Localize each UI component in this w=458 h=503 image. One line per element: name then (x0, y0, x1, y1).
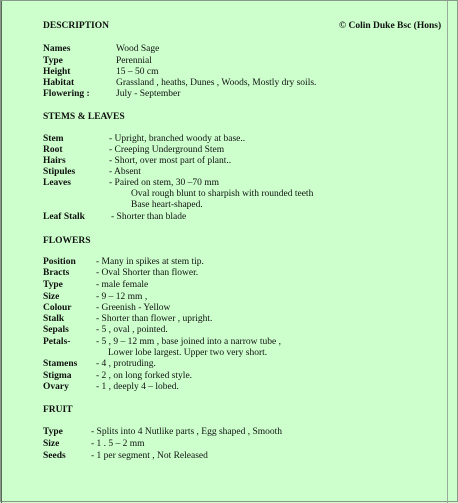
summary-value: Perennial (116, 56, 152, 66)
row-label: Seeds (43, 451, 66, 461)
row-label: Colour (43, 303, 72, 313)
row-value: - 1 , deeply 4 – lobed. (96, 382, 179, 392)
row-label: Hairs (43, 156, 66, 166)
summary-label: Habitat (43, 78, 75, 88)
row-value: - 5 , oval , pointed. (96, 325, 168, 335)
row-label: Position (43, 257, 76, 267)
row-value: - Shorter than flower , upright. (96, 314, 213, 324)
row-label: Stem (43, 134, 64, 144)
row-label: Stipules (43, 167, 76, 177)
row-label: Stigma (43, 371, 72, 381)
row-label: Stalk (43, 314, 65, 324)
flowers-heading: FLOWERS (43, 236, 91, 246)
row-value-continued: Oval rough blunt to sharpish with rounded teeth (131, 189, 314, 199)
row-value: - Creeping Underground Stem (109, 145, 225, 155)
summary-label: Height (43, 67, 71, 77)
row-value: - Oval Shorter than flower. (96, 268, 199, 278)
row-label: Sepals (43, 325, 69, 335)
row-value: - Greenish - Yellow (96, 303, 171, 313)
row-label: Leaves (43, 178, 71, 188)
row-value: - Shorter than blade (111, 212, 187, 222)
row-label: Ovary (43, 382, 69, 392)
summary-value: Wood Sage (116, 44, 160, 54)
row-value-continued: Base heart-shaped. (131, 200, 203, 210)
row-value: - Many in spikes at stem tip. (96, 257, 204, 267)
row-value: - Absent (109, 167, 141, 177)
row-value: - 1 per segment , Not Released (91, 451, 208, 461)
row-label: Size (43, 292, 60, 302)
row-value: - 2 , on long forked style. (96, 371, 193, 381)
summary-value: Grassland , heaths, Dunes , Woods, Mostly dry soils. (116, 78, 317, 88)
row-label: Type (43, 427, 63, 437)
row-label: Bracts (43, 268, 70, 278)
summary-label: Type (43, 56, 63, 66)
row-label: Type (43, 280, 63, 290)
summary-label: Names (43, 44, 71, 54)
copyright-note: © Colin Duke Bsc (Hons) (339, 21, 442, 31)
row-label: Size (43, 439, 60, 449)
row-value: - Paired on stem, 30 –70 mm (109, 178, 220, 188)
row-value: - Upright, branched woody at base.. (109, 134, 246, 144)
row-value: - male female (96, 280, 149, 290)
stems-leaves-heading: STEMS & LEAVES (43, 112, 125, 122)
row-value: - 9 – 12 mm , (96, 292, 148, 302)
row-value: - 5 , 9 – 12 mm , base joined into a narrow tube , (96, 337, 281, 347)
row-label: Leaf Stalk (43, 212, 85, 222)
summary-value: July - September (116, 89, 181, 99)
row-value: - 4 , protruding. (96, 359, 156, 369)
description-heading: DESCRIPTION (43, 21, 109, 31)
summary-value: 15 – 50 cm (116, 67, 159, 77)
row-value-continued: Lower lobe largest. Upper two very short. (108, 348, 268, 358)
row-value: - Splits into 4 Nutlike parts , Egg shaped , Smooth (91, 427, 283, 437)
row-label: Root (43, 145, 63, 155)
row-label: Petals- (43, 337, 71, 347)
row-value: - Short, over most part of plant.. (109, 156, 232, 166)
fruit-heading: FRUIT (43, 405, 73, 415)
summary-label: Flowering : (43, 89, 90, 99)
row-value: - 1 . 5 – 2 mm (91, 439, 145, 449)
left-border (1, 1, 2, 503)
right-border (447, 1, 448, 503)
row-label: Stamens (43, 359, 78, 369)
